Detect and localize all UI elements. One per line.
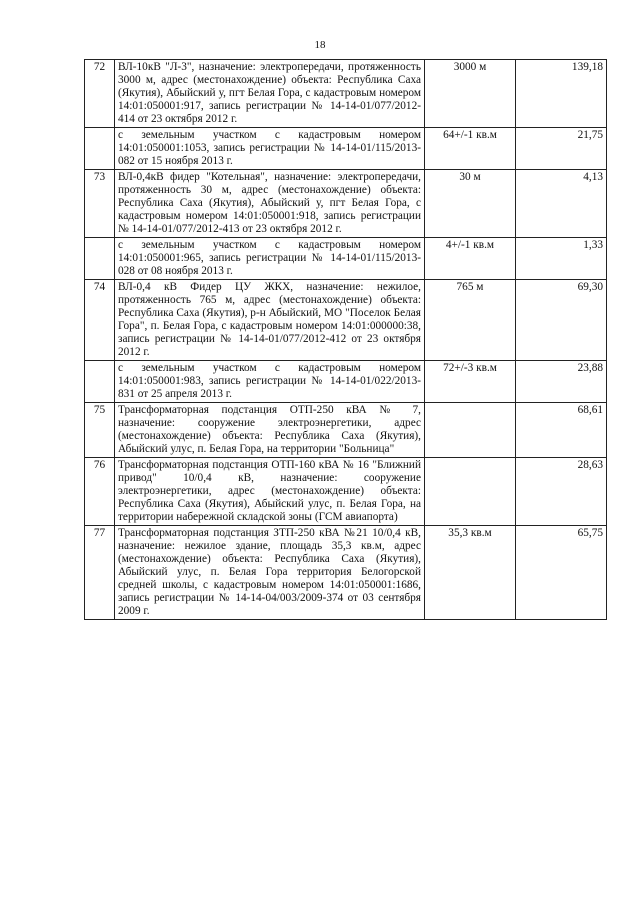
table-row bbox=[85, 458, 607, 526]
row-number bbox=[85, 128, 115, 170]
table-row bbox=[85, 60, 607, 128]
row-area: 64+/-1 кв.м bbox=[425, 128, 516, 170]
row-number: 77 bbox=[85, 526, 115, 620]
row-description: Трансформаторная подстанция ОТП-160 кВА № 16 "Ближний привод" 10/0,4 кВ, назначение: сооружение электроэнергетики, адрес (местонахождение) объекта: Республика Саха (Якутия), Абыйский улус, п. Белая Гора, на территории набережной складской зоны (ГСМ авиапорта) bbox=[115, 458, 425, 526]
row-description: с земельным участком с кадастровым номером 14:01:050001:965, запись регистрации № 14-14-01/115/2013-028 от 08 ноября 2013 г. bbox=[115, 238, 425, 280]
row-value: 1,33 bbox=[516, 238, 607, 280]
page-number: 18 bbox=[314, 39, 326, 51]
row-area: 72+/-3 кв.м bbox=[425, 361, 516, 403]
row-description: ВЛ-0,4кВ фидер "Котельная", назначение: электропередачи, протяженность 30 м, адрес (местонахождение) объекта: Республика Саха (Якутия), Абыйский у, пгт Белая Гора, с кадастровым номером 14:01:050001:918, запись регистрации № 14-14-01/077/2012-413 от 23 октября 2012 г. bbox=[115, 170, 425, 238]
row-number bbox=[85, 361, 115, 403]
row-value: 69,30 bbox=[516, 280, 607, 361]
row-description: с земельным участком с кадастровым номером 14:01:050001:1053, запись регистрации № 14-14-01/115/2013-082 от 15 ноября 2013 г. bbox=[115, 128, 425, 170]
property-registry-table bbox=[84, 59, 607, 620]
row-number: 76 bbox=[85, 458, 115, 526]
row-area: 35,3 кв.м bbox=[425, 526, 516, 620]
row-value: 21,75 bbox=[516, 128, 607, 170]
row-number: 75 bbox=[85, 403, 115, 458]
table-row bbox=[85, 128, 607, 170]
row-description: с земельным участком с кадастровым номером 14:01:050001:983, запись регистрации № 14-14-01/022/2013-831 от 25 апреля 2013 г. bbox=[115, 361, 425, 403]
row-area: 30 м bbox=[425, 170, 516, 238]
row-description: ВЛ-10кВ "Л-3", назначение: электропередачи, протяженность 3000 м, адрес (местонахождение) объекта: Республика Саха (Якутия), Абыйский у, пгт Белая Гора, с кадастровым номером 14:01:050001:917, запись регистрации № 14-14-01/077/2012-414 от 23 октября 2012 г. bbox=[115, 60, 425, 128]
row-value: 23,88 bbox=[516, 361, 607, 403]
table-row bbox=[85, 526, 607, 620]
row-description: Трансформаторная подстанция ОТП-250 кВА № 7, назначение: сооружение электроэнергетики, адрес (местонахождение) объекта: Республика Саха (Якутия), Абыйский улус, п. Белая Гора, на территории "Больница" bbox=[115, 403, 425, 458]
row-number: 73 bbox=[85, 170, 115, 238]
row-area: 4+/-1 кв.м bbox=[425, 238, 516, 280]
row-number bbox=[85, 238, 115, 280]
row-description: ВЛ-0,4 кВ Фидер ЦУ ЖКХ, назначение: нежилое, протяженность 765 м, адрес (местонахождение) объекта: Республика Саха (Якутия), р-н Абыйский, МО "Поселок Белая Гора", п. Белая Гора, с кадастровым номером 14:01:000000:38, запись регистрации № 14-14-01/077/2012-412 от 23 октября 2012 г. bbox=[115, 280, 425, 361]
row-area: 3000 м bbox=[425, 60, 516, 128]
row-value: 28,63 bbox=[516, 458, 607, 526]
table-row bbox=[85, 403, 607, 458]
row-area: 765 м bbox=[425, 280, 516, 361]
row-area bbox=[425, 403, 516, 458]
table-row bbox=[85, 280, 607, 361]
table-row bbox=[85, 238, 607, 280]
table-row bbox=[85, 361, 607, 403]
row-number: 72 bbox=[85, 60, 115, 128]
row-number: 74 bbox=[85, 280, 115, 361]
row-value: 65,75 bbox=[516, 526, 607, 620]
row-value: 4,13 bbox=[516, 170, 607, 238]
row-value: 139,18 bbox=[516, 60, 607, 128]
row-area bbox=[425, 458, 516, 526]
table-row bbox=[85, 170, 607, 238]
row-description: Трансформаторная подстанция ЗТП-250 кВА №21 10/0,4 кВ, назначение: нежилое здание, площадь 35,3 кв.м, адрес (местонахождение) объекта: Республика Саха (Якутия), Абыйский улус, п. Белая Гора территория Белогорской средней школы, с кадастровым номером 14:01:050001:1686, запись регистрации № 14-14-04/003/2009-374 от 03 сентября 2009 г. bbox=[115, 526, 425, 620]
row-value: 68,61 bbox=[516, 403, 607, 458]
